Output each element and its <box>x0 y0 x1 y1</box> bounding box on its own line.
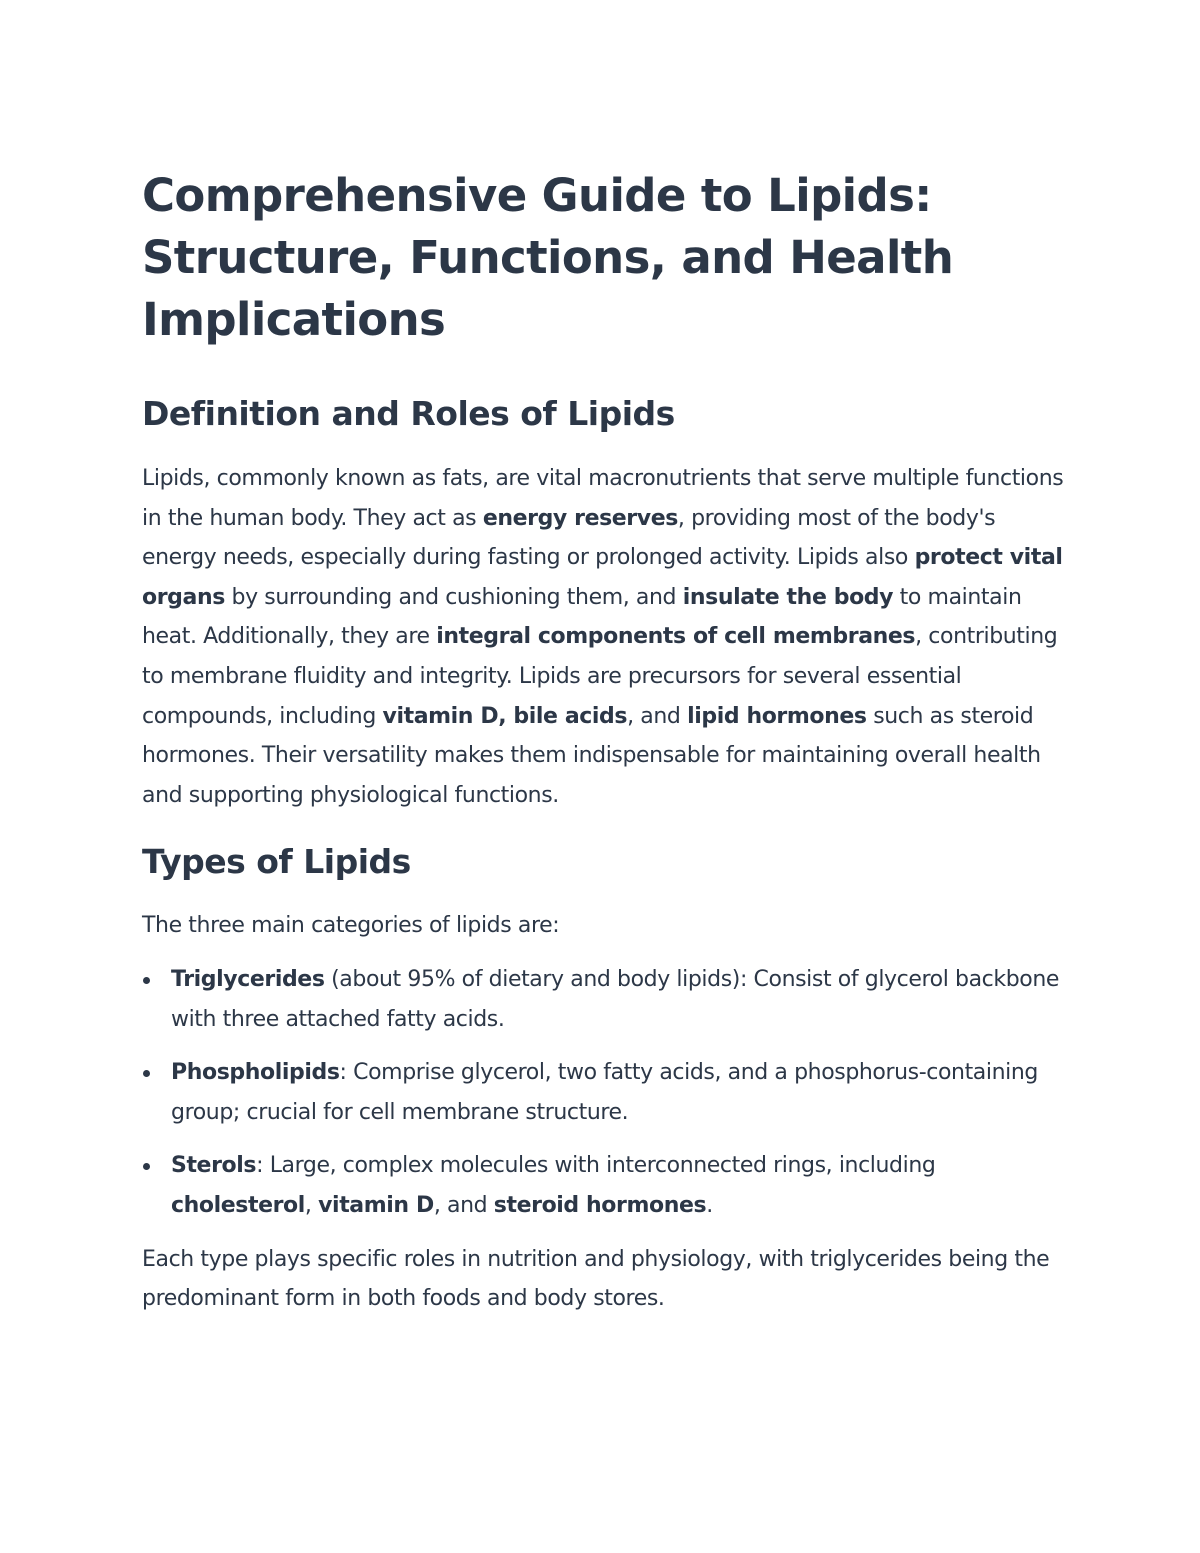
list-item-triglycerides <box>142 960 1067 1039</box>
section-heading-definition: Definition and Roles of Lipids <box>142 394 675 433</box>
text-run: such as steroid hormones. Their versatility makes them indispensable for maintaining overall health and supporting physiological functions. <box>142 703 1041 808</box>
emphasis-lipid-hormones: lipid hormones <box>687 703 867 729</box>
list-item-sterols <box>142 1146 1067 1225</box>
bullet-icon <box>143 1070 150 1077</box>
text-run: to maintain heat. Additionally, they are <box>142 584 1022 650</box>
section-heading-types: Types of Lipids <box>142 842 411 882</box>
page-title: Comprehensive Guide to Lipids: Structure, Functions, and Health Implications <box>142 169 954 346</box>
text-run: Lipids, commonly known as fats, are vital macronutrients that serve multiple functions in the human body. They act as <box>142 466 1064 531</box>
emphasis-steroid-hormones: steroid hormones <box>493 1192 707 1218</box>
bullet-icon <box>143 977 150 984</box>
emphasis-cell-membranes: integral components of cell membranes <box>436 624 916 650</box>
item-text: . <box>706 1192 713 1218</box>
lipid-types-list <box>142 960 1067 1226</box>
text-run: , contributing to membrane fluidity and integrity. Lipids are precursors for several essential compounds, including <box>142 624 1058 729</box>
item-text: , <box>304 1192 319 1218</box>
item-text: : Comprise glycerol, two fatty acids, and a phosphorus-containing group; crucial for cell membrane structure. <box>171 1060 1038 1125</box>
item-text: : Large, complex molecules with interconnected rings, including <box>256 1153 936 1179</box>
definition-paragraph <box>142 459 1067 815</box>
list-item-phospholipids <box>142 1053 1067 1132</box>
item-text: , and <box>433 1192 494 1218</box>
emphasis-protect-vital-organs: protect vital organs <box>142 545 1063 610</box>
text-run: by surrounding and cushioning them, and <box>224 584 683 610</box>
item-term: Triglycerides <box>171 966 325 992</box>
bullet-icon <box>143 1163 150 1170</box>
item-term: Phospholipids <box>171 1060 340 1086</box>
item-term: Sterols <box>171 1153 257 1179</box>
item-text: (about 95% of dietary and body lipids): Consist of glycerol backbone with three attached fatty acids. <box>171 966 1060 1032</box>
document-page <box>142 165 1067 1319</box>
emphasis-energy-reserves: energy reserves <box>482 505 678 531</box>
types-outro: Each type plays specific roles in nutrition and physiology, with triglycerides being the predominant form in both foods and body stores. <box>142 1246 1050 1312</box>
emphasis-vitamin-d-bile-acids: vitamin D, bile acids <box>382 703 628 729</box>
text-run: , and <box>627 703 688 729</box>
emphasis-insulate-the-body: insulate the body <box>682 584 894 610</box>
emphasis-cholesterol: cholesterol <box>171 1192 305 1218</box>
types-intro: The three main categories of lipids are: <box>142 913 560 939</box>
text-run: , providing most of the body's energy needs, especially during fasting or prolonged activity. Lipids also <box>142 505 996 571</box>
emphasis-vitamin-d: vitamin D <box>318 1192 434 1218</box>
